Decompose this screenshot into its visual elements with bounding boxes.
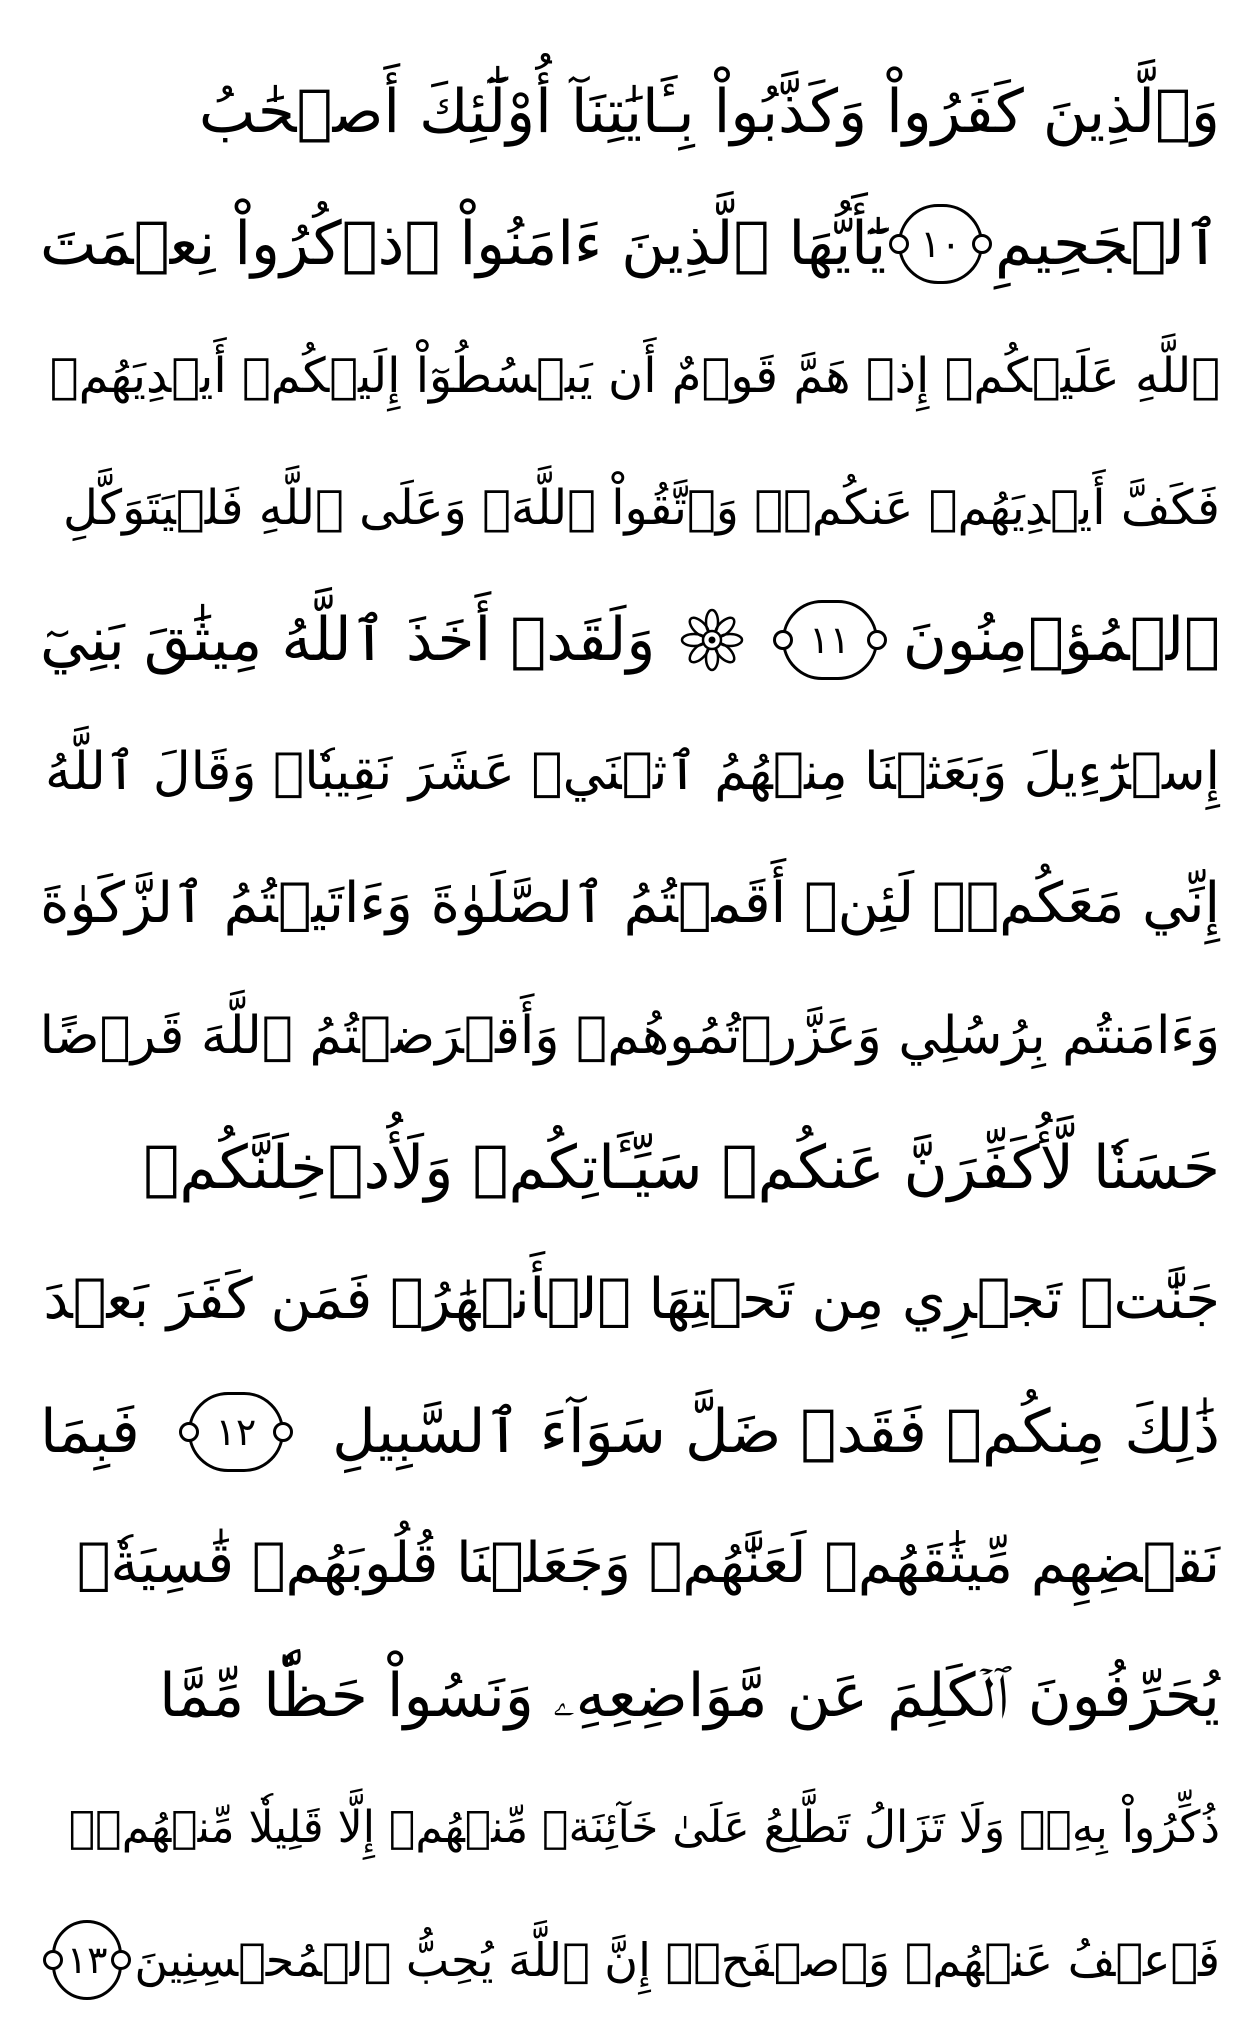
ayah-number-marker — [188, 1392, 284, 1472]
verse-text: ٱلۡجَحِيمِ — [995, 209, 1220, 279]
verse-text: فَٱعۡفُ عَنۡهُمۡ وَٱصۡفَحۡۚ إِنَّ ٱللَّهَ يُحِبُّ ٱلۡمُحۡسِنِينَ — [134, 1933, 1220, 1987]
quran-page — [40, 30, 1220, 2010]
ayah-number-marker — [782, 600, 878, 680]
verse-line — [40, 1634, 1220, 1758]
verse-line — [40, 1502, 1220, 1626]
verse-text: حَسَنٗا لَّأُكَفِّرَنَّ عَنكُمۡ سَيِّـَٔاتِكُمۡ وَلَأُدۡخِلَنَّكُمۡ — [143, 1133, 1220, 1203]
verse-line — [40, 578, 1220, 702]
verse-text: يُحَرِّفُونَ ٱلۡكَلِمَ عَن مَّوَاضِعِهِۦ وَنَسُواْ حَظّٗا مِّمَّا — [159, 1661, 1220, 1731]
verse-line — [40, 446, 1220, 570]
verse-text: جَنَّٰتٖ تَجۡرِي مِن تَحۡتِهَا ٱلۡأَنۡهَٰرُۚ فَمَن كَفَرَ بَعۡدَ — [43, 1267, 1220, 1332]
verse-line — [40, 314, 1220, 438]
ayah-number: ١٠ — [920, 222, 962, 266]
verse-line — [40, 710, 1220, 834]
verse-text: فَبِمَا — [40, 1397, 140, 1467]
verse-line — [40, 842, 1220, 966]
verse-line — [40, 1898, 1220, 2022]
verse-text: فَكَفَّ أَيۡدِيَهُمۡ عَنكُمۡۖ وَٱتَّقُواْ ٱللَّهَۚ وَعَلَى ٱللَّهِ فَلۡيَتَوَكَّلِ — [62, 480, 1220, 536]
verse-line — [40, 974, 1220, 1098]
verse-line — [40, 1238, 1220, 1362]
ayah-number-marker — [52, 1920, 122, 2000]
verse-text: يَٰٓأَيُّهَا ٱلَّذِينَ ءَامَنُواْ ٱذۡكُرُواْ نِعۡمَتَ — [40, 209, 887, 279]
ayah-number: ١٣ — [66, 1938, 108, 1982]
hizb-star-icon — [680, 608, 744, 672]
ayah-number: ١٢ — [215, 1410, 257, 1454]
verse-text: إِنِّي مَعَكُمۡۖ لَئِنۡ أَقَمۡتُمُ ٱلصَّلَوٰةَ وَءَاتَيۡتُمُ ٱلزَّكَوٰةَ — [40, 871, 1220, 936]
verse-line — [40, 182, 1220, 306]
verse-text: ذُكِّرُواْ بِهِۦۚ وَلَا تَزَالُ تَطَّلِعُ عَلَىٰ خَآئِنَةٖ مِّنۡهُمۡ إِلَّا قَلِيلٗا مِّنۡهُمۡۖ — [68, 1802, 1220, 1853]
verse-line — [40, 1766, 1220, 1890]
ayah-number: ١١ — [809, 618, 850, 662]
verse-text: إِسۡرَٰٓءِيلَ وَبَعَثۡنَا مِنۡهُمُ ٱثۡنَيۡ عَشَرَ نَقِيبٗاۖ وَقَالَ ٱللَّهُ — [44, 742, 1220, 802]
ayah-number-marker — [898, 204, 983, 284]
verse-text: وَءَامَنتُم بِرُسُلِي وَعَزَّرۡتُمُوهُمۡ وَأَقۡرَضۡتُمُ ٱللَّهَ قَرۡضًا — [39, 1006, 1220, 1066]
verse-text: وَٱلَّذِينَ كَفَرُواْ وَكَذَّبُواْ بِـَٔايَٰتِنَآ أُوْلَٰٓئِكَ أَصۡحَٰبُ — [198, 77, 1220, 147]
verse-text: ٱلۡمُؤۡمِنُونَ — [902, 605, 1220, 675]
verse-text: نَقۡضِهِم مِّيثَٰقَهُمۡ لَعَنَّٰهُمۡ وَجَعَلۡنَا قُلُوبَهُمۡ قَٰسِيَةٗۖ — [76, 1531, 1220, 1596]
verse-text: ذَٰلِكَ مِنكُمۡ فَقَدۡ ضَلَّ سَوَآءَ ٱلسَّبِيلِ — [332, 1397, 1220, 1467]
verse-text: وَلَقَدۡ أَخَذَ ٱللَّهُ مِيثَٰقَ بَنِيٓ — [40, 605, 656, 675]
verse-line — [40, 50, 1220, 174]
verse-text: ٱللَّهِ عَلَيۡكُمۡ إِذۡ هَمَّ قَوۡمٌ أَن يَبۡسُطُوٓاْ إِلَيۡكُمۡ أَيۡدِيَهُمۡ — [49, 348, 1220, 404]
verse-line — [40, 1370, 1220, 1494]
verse-line — [40, 1106, 1220, 1230]
